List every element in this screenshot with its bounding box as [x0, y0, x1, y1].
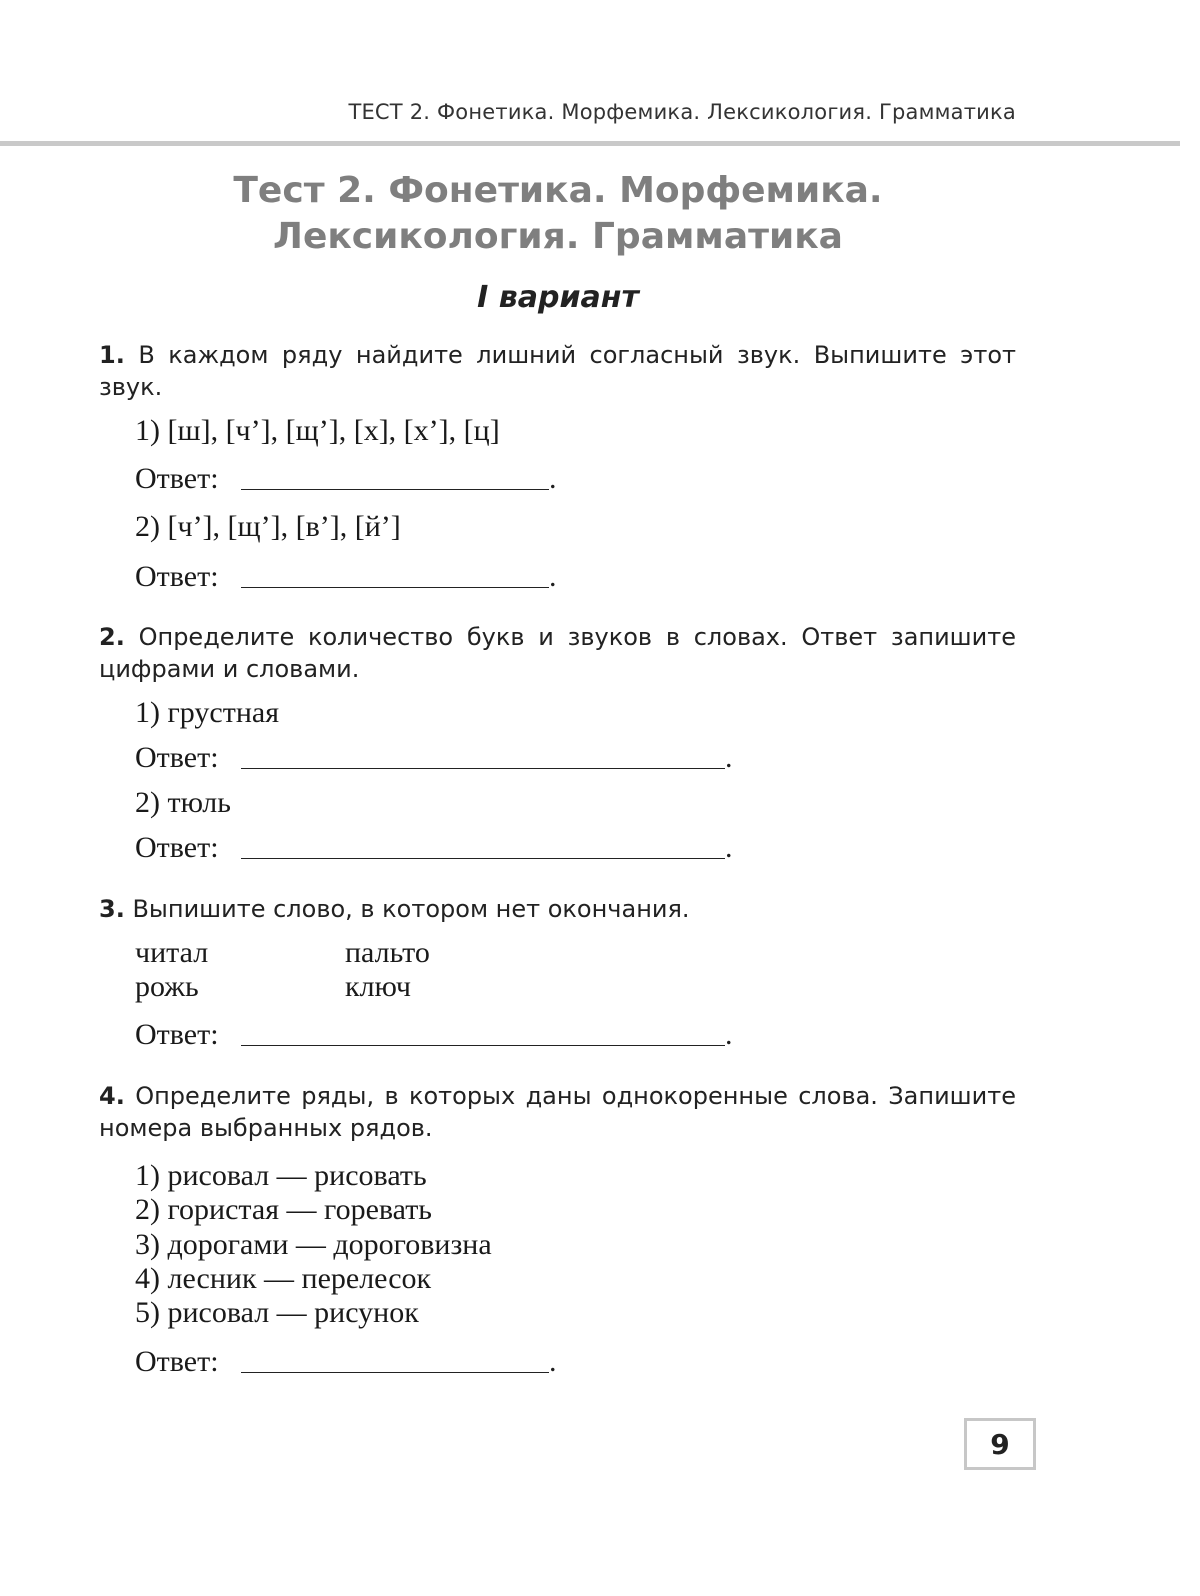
running-header: ТЕСТ 2. Фонетика. Морфемика. Лексикология. Грамматика	[348, 100, 1016, 124]
task-2-item-2: 2) тюль	[135, 786, 231, 819]
task-1-answer-2-field[interactable]	[241, 587, 549, 588]
period: .	[549, 1345, 557, 1378]
task-1-answer-1-field[interactable]	[241, 489, 549, 490]
task-2-text	[99, 621, 1016, 685]
task-4-number: 4.	[99, 1082, 125, 1110]
task-2-item-1: 1) грустная	[135, 696, 279, 729]
task-3-word: читал	[135, 936, 209, 969]
page-title	[100, 168, 1016, 260]
task-3-answer-label: Ответ:	[135, 1018, 219, 1051]
task-2-instruction: Определите количество букв и звуков в словах. Ответ запишите цифрами и словами.	[99, 623, 1016, 683]
period: .	[549, 560, 557, 593]
task-2-answer-2-field[interactable]	[241, 858, 725, 859]
task-3-number: 3.	[99, 895, 125, 923]
task-4-item: 1) рисовал — рисовать	[135, 1159, 427, 1192]
task-3-word: ключ	[345, 970, 411, 1003]
task-3-word: пальто	[345, 936, 430, 969]
task-4-instruction: Определите ряды, в которых даны однокоренные слова. Запишите номера выбранных рядов.	[99, 1082, 1016, 1142]
task-3-answer-field[interactable]	[241, 1045, 725, 1046]
task-2-number: 2.	[99, 623, 125, 651]
task-1-answer-1-label: Ответ:	[135, 462, 219, 495]
task-4-item: 3) дорогами — дороговизна	[135, 1228, 492, 1261]
period: .	[725, 831, 733, 864]
task-2-answer-2-label: Ответ:	[135, 831, 219, 864]
task-1-text	[99, 339, 1016, 403]
variant-heading: I вариант	[477, 280, 639, 315]
task-4-item: 5) рисовал — рисунок	[135, 1296, 419, 1329]
task-1-item-2: 2) [ч’], [щ’], [в’], [й’]	[135, 510, 401, 543]
page-number: 9	[964, 1418, 1036, 1470]
task-1-answer-2-label: Ответ:	[135, 560, 219, 593]
task-3-instruction: Выпишите слово, в котором нет окончания.	[132, 895, 690, 923]
task-4-answer-label: Ответ:	[135, 1345, 219, 1378]
period: .	[549, 462, 557, 495]
task-1-item-1: 1) [ш], [ч’], [щ’], [х], [х’], [ц]	[135, 414, 500, 447]
header-divider	[0, 141, 1180, 146]
period: .	[725, 1018, 733, 1051]
task-3-word: рожь	[135, 970, 199, 1003]
task-4-answer-field[interactable]	[241, 1372, 549, 1373]
title-line-1: Тест 2. Фонетика. Морфемика.	[233, 170, 883, 211]
title-line-2: Лексикология. Грамматика	[273, 216, 843, 257]
task-2-answer-1-label: Ответ:	[135, 741, 219, 774]
task-1-instruction: В каждом ряду найдите лишний согласный звук. Выпишите этот звук.	[99, 341, 1016, 401]
task-4-item: 2) гористая — горевать	[135, 1193, 432, 1226]
task-3-text	[99, 893, 1016, 925]
task-2-answer-1-field[interactable]	[241, 768, 725, 769]
task-4-text	[99, 1080, 1016, 1144]
period: .	[725, 741, 733, 774]
task-1-number: 1.	[99, 341, 125, 369]
task-4-item: 4) лесник — перелесок	[135, 1262, 432, 1295]
